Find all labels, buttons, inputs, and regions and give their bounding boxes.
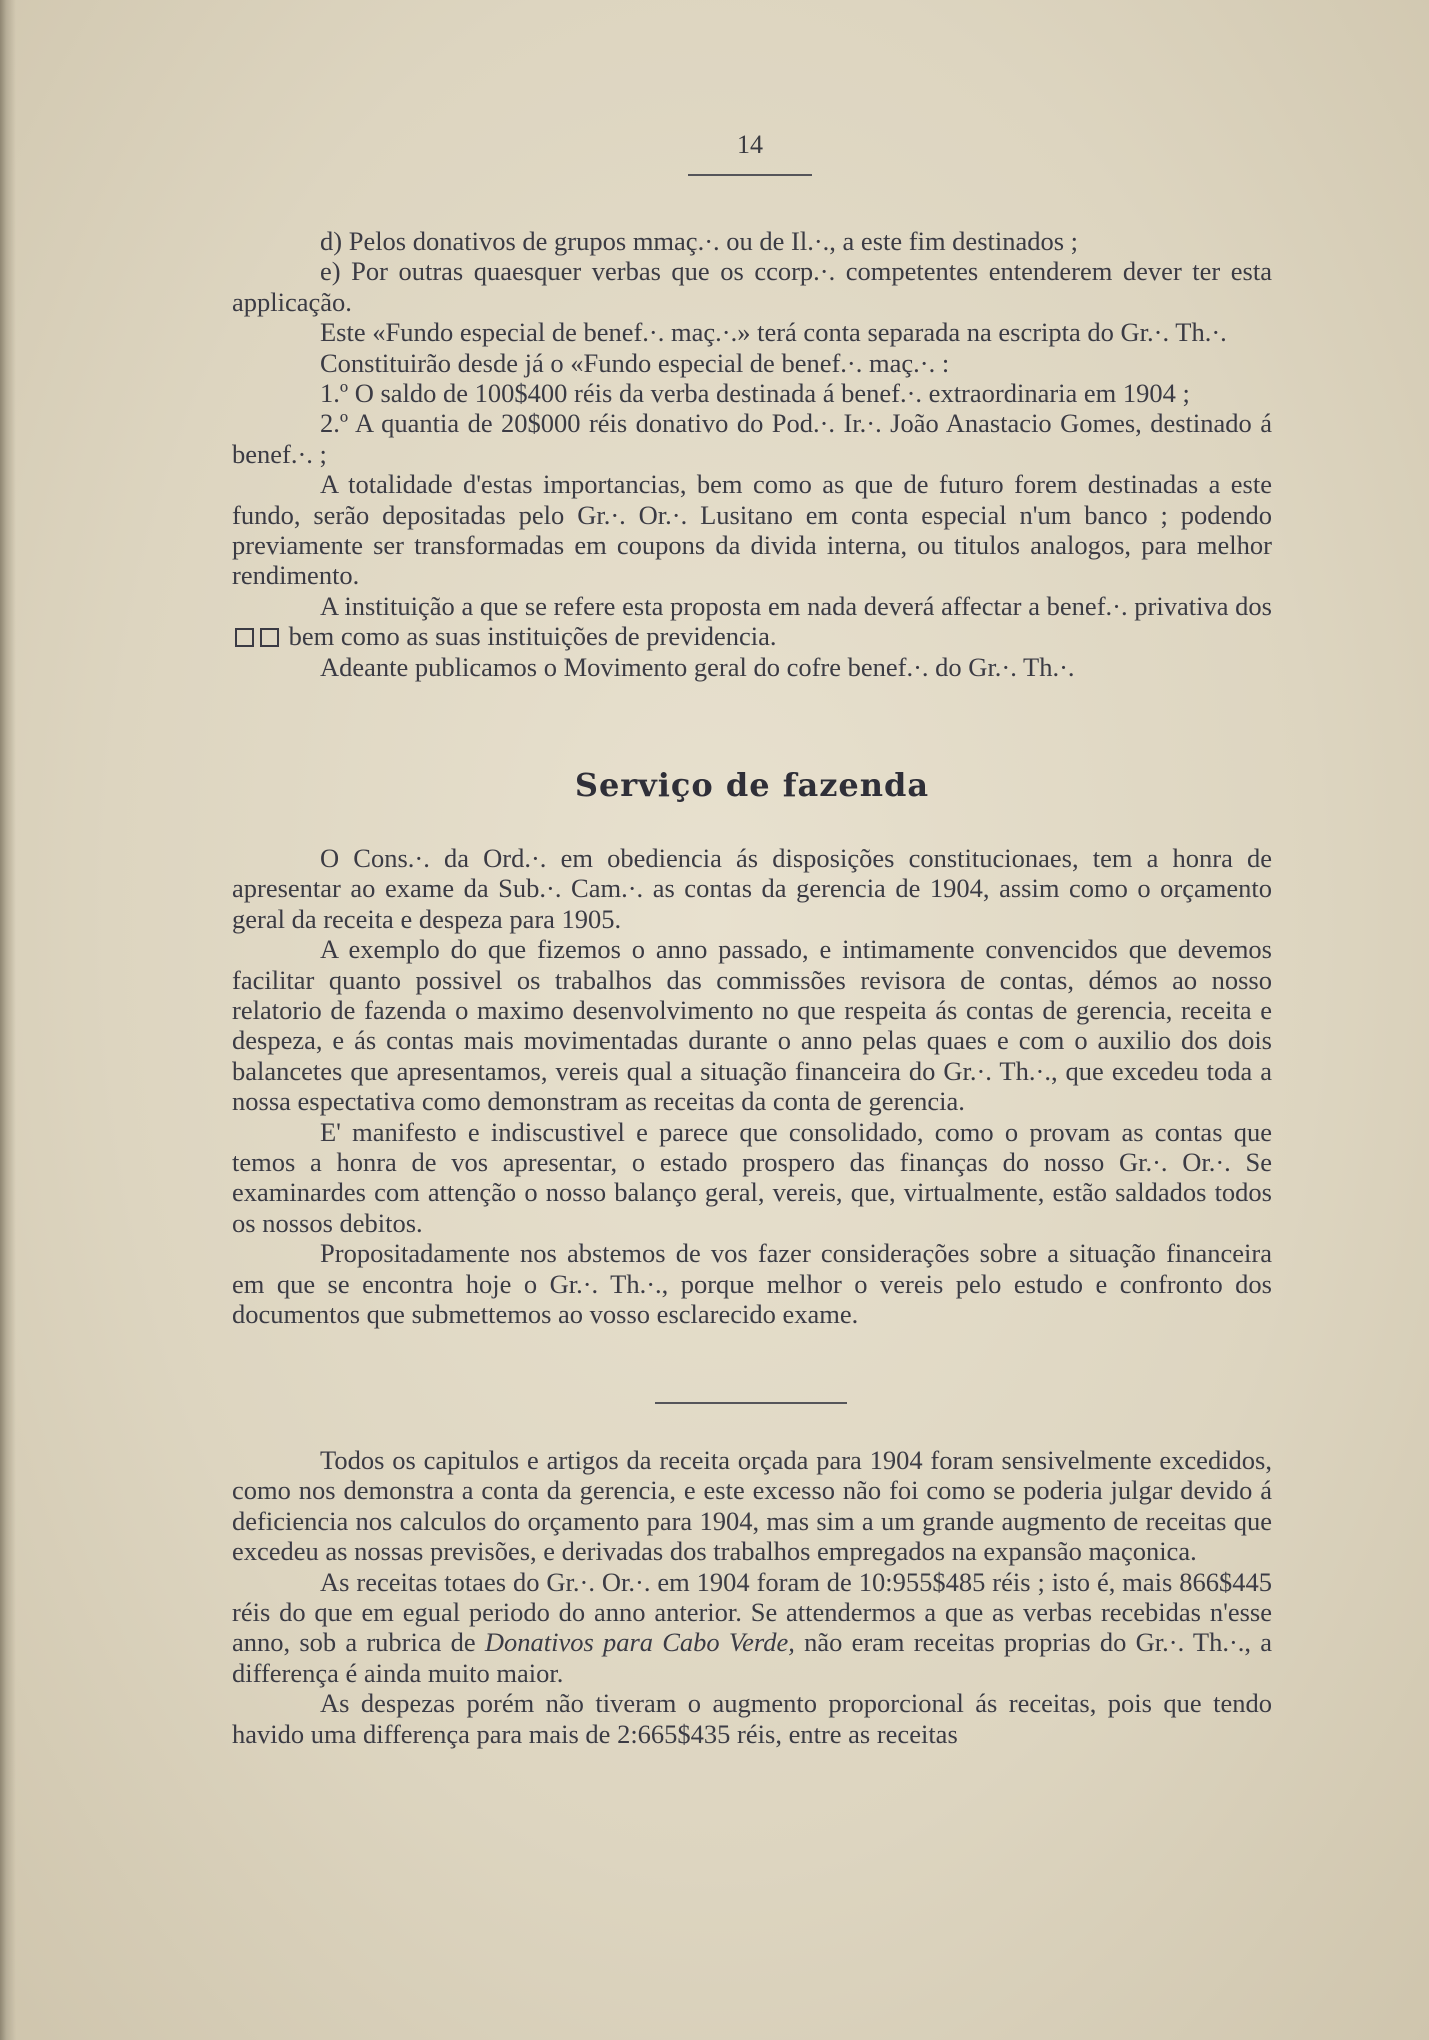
page-left-edge <box>0 0 16 2040</box>
lodge-square-icon <box>260 628 279 647</box>
section-heading: Serviço de fazenda <box>574 766 930 804</box>
treasury-service-section <box>232 843 1272 1330</box>
paragraph-item-1: 1.º O saldo de 100$400 réis da verba destinada á benef.·. extraordinaria em 1904 ; <box>320 378 1190 409</box>
paragraph-report: A exemplo do que fizemos o anno passado, e intimamente convencidos que devemos facilitar quanto possivel os trabalhos das commissões revisora de contas, démos ao nosso relatorio de fazenda o maximo desenvolvimento no que respeita ás contas de gerencia, receita e despeza, e ás contas mais movimentadas durante o anno pelas quaes e com o auxilio dos dois balancetes que apresentamos, vereis qual a situação financeira do Gr.·. Th.·., que excedeu toda a nossa espectativa como demonstram as receitas da conta de gerencia. <box>232 934 1272 1117</box>
total-revenue-text: As receitas totaes do Gr.·. Or.·. em 1904 foram de 10:955$485 réis ; isto é, mais 866$445 réis do que em egual periodo do anno anterior. Se attendermos a que as verbas recebidas n'esse anno, sob a rubrica de <box>232 1566 1272 1658</box>
paragraph-movement: Adeante publicamos o Movimento geral do cofre benef.·. do Gr.·. Th.·. <box>320 651 1075 682</box>
paragraph-deposit: A totalidade d'estas importancias, bem como as que de futuro forem destinadas a este fundo, serão depositadas pelo Gr.·. Or.·. Lusitano em conta especial n'um banco ; podendo previamente ser transformadas em coupons da divida interna, ou titulos analogos, para melhor rendimento. <box>232 469 1272 591</box>
benefit-fund-section <box>232 226 1272 682</box>
paragraph-e: e) Por outras quaesquer verbas que os ccorp.·. competentes entenderem dever ter esta applicação. <box>232 256 1272 317</box>
section-divider <box>655 1402 847 1404</box>
lodge-square-icon <box>235 628 254 647</box>
paragraph-institution <box>232 591 1272 652</box>
institution-text-end: bem como as suas instituições de previdencia. <box>288 621 777 652</box>
paragraph-d: d) Pelos donativos de grupos mmaç.·. ou de Il.·., a este fim destinados ; <box>320 226 1079 256</box>
paragraph-prosperity: E' manifesto e indiscustivel e parece que consolidado, como o provam as contas que temos a honra de vos apresentar, o estado prospero das finanças do nosso Gr.·. Or.·. Se examinardes com attenção o nosso balanço geral, vereis, que, virtualmente, estão saldados todos os nossos debitos. <box>232 1116 1272 1238</box>
page-number: 14 <box>737 130 763 159</box>
revenue-section <box>232 1445 1272 1749</box>
paragraph-abstention: Propositadamente nos abstemos de vos fazer considerações sobre a situação financeira em que se encontra hoje o Gr.·. Th.·., porque melhor o vereis pelo estudo e confronto dos documentos que submettemos ao vosso esclarecido exame. <box>232 1238 1272 1330</box>
donations-rubric: Donativos para Cabo Verde, <box>484 1627 795 1658</box>
paragraph-total-revenue <box>232 1567 1272 1689</box>
paragraph-fund-constitution: Constituirão desde já o «Fundo especial de benef.·. maç.·. : <box>320 347 950 378</box>
paragraph-presentation: O Cons.·. da Ord.·. em obediencia ás disposições constitucionaes, tem a honra de apresentar ao exame da Sub.·. Cam.·. as contas da gerencia de 1904, assim como o orçamento geral da receita e despeza para 1905. <box>232 843 1272 934</box>
total-revenue-text-end: não eram receitas proprias do Gr.·. Th.·., a differença é ainda muito maior. <box>232 1627 1273 1688</box>
page-number-rule <box>688 174 812 176</box>
institution-text-start: A instituição a que se refere esta proposta em nada deverá affectar a benef.·. privativa dos <box>320 590 1272 621</box>
paragraph-item-2: 2.º A quantia de 20$000 réis donativo do Pod.·. Ir.·. João Anastacio Gomes, destinado á benef.·. ; <box>232 408 1272 469</box>
paragraph-expenses: As despezas porém não tiveram o augmento proporcional ás receitas, pois que tendo havido uma differença para mais de 2:665$435 réis, entre as receitas <box>232 1688 1272 1749</box>
paragraph-revenue-exceeded: Todos os capitulos e artigos da receita orçada para 1904 foram sensivelmente excedidos, como nos demonstra a conta da gerencia, e este excesso não foi como se poderia julgar devido á deficiencia nos calculos do orçamento para 1904, mas sim a um grande augmento de receitas que excedeu as nossas previsões, e derivadas dos trabalhos empregados na expansão maçonica. <box>232 1445 1272 1567</box>
paragraph-fund-account: Este «Fundo especial de benef.·. maç.·.» terá conta separada na escripta do Gr.·. Th.·. <box>320 317 1227 348</box>
